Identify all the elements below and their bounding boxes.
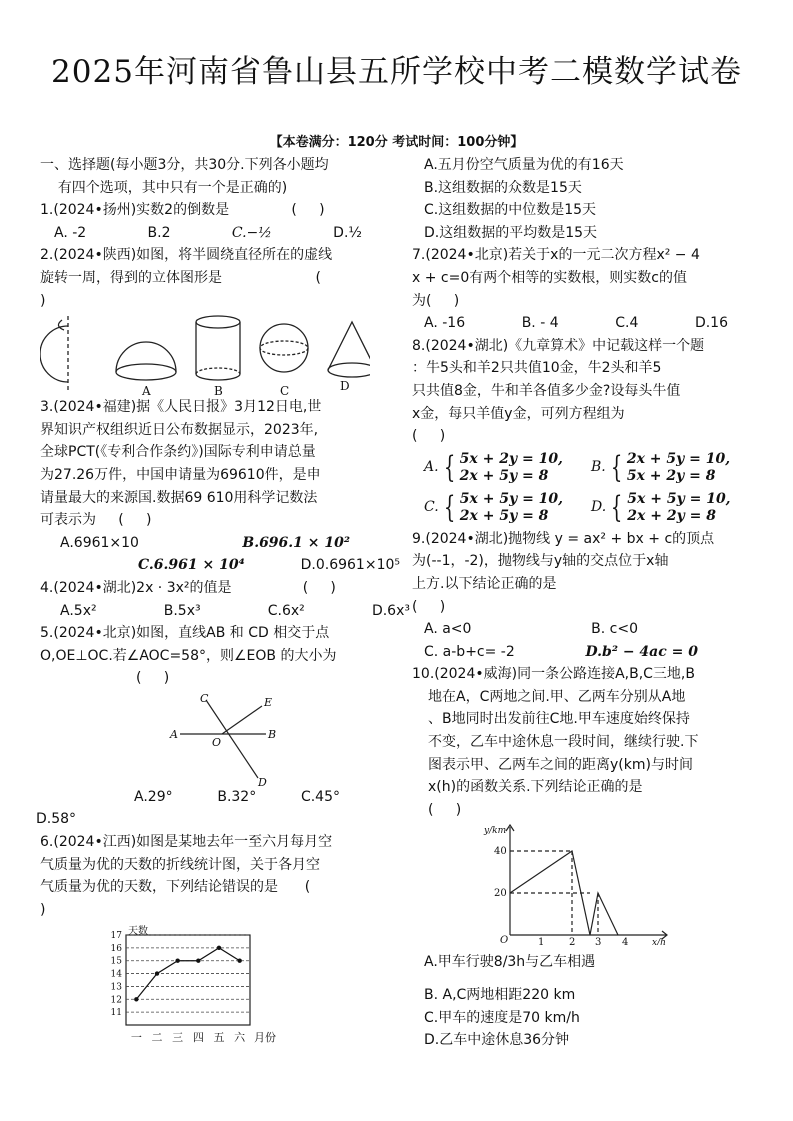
question-6-options [412,154,758,244]
option-a[interactable]: A. -2 [54,224,87,241]
option-d[interactable]: D.½ [333,224,362,241]
option-b[interactable]: B.32° [217,788,257,805]
svg-text:1: 1 [538,937,545,946]
option-d[interactable]: D.0.6961×10⁵ [300,557,400,574]
option-a[interactable]: A.五月份空气质量为优的有16天 [424,157,624,173]
option-d[interactable]: D.b² − 4ac = 0 [585,643,698,660]
question-5: 5.(2024•北京)如图，直线AB 和 CD 相交于点 O,OE⊥OC.若∠AOC=58°，则∠EOB 的大小为 ( ) C E A O B D A.29° B.32° C.45° D.58° [40,622,410,831]
question-3: 3.(2024•福建)据《人民日报》3月12日电,世 界知识产权组织近日公布数据显示，2023年, 全球PCT(《专利合作条约》)国际专利申请总量 为27.26万件，中国申请量为69610件，是申 请量最大的来源国.数据69 610用科学记数法 可表示为 ( ) A.6961×10 B.696.1 × 10² C.6.961 × 10⁴ D.0.6961×10⁵ [40,396,410,577]
option-a[interactable]: A. a<0 [424,621,472,638]
svg-text:D: D [258,775,267,786]
svg-text:2: 2 [569,937,576,946]
label-d: D [340,379,350,394]
option-b[interactable]: B.这组数据的众数是15天 [424,179,582,196]
x-tick-label: 五 [213,1031,225,1045]
option-a[interactable]: A.6961×10 [60,534,139,551]
page-title: 2025年河南省鲁山县五所学校中考二模数学试卷 [51,54,742,90]
x-tick-label: 六 [234,1031,246,1045]
option-b[interactable]: B. c<0 [591,621,638,638]
option-c[interactable]: C.这组数据的中位数是15天 [424,202,597,219]
option-a[interactable]: A.29° [134,788,173,805]
question-stem: 1.(2024•扬州)实数2的倒数是 ( ) [40,202,325,219]
y-tick-label: 14 [110,970,122,981]
y-axis-label: 天数 [128,926,148,938]
option-c[interactable]: C.4 [615,315,639,332]
option-b[interactable]: B. A,C两地相距220 km [424,987,576,1004]
x-tick-label: 三 [172,1031,184,1045]
y-tick-label: 13 [110,982,122,993]
data-point [217,946,221,950]
y-tick-label: 12 [110,995,122,1006]
exam-info: 【本卷满分：120分 考试时间：100分钟】 [269,135,524,150]
section-heading: 一、选择题(每小题3分，共30分.下列各小题均 有四个选项，其中只有一个是正确的) [40,157,329,196]
option-b[interactable]: B. - 4 [521,315,559,332]
svg-text:B: B [268,727,277,741]
option-a[interactable]: A. { 5x + 2y = 10, 2x + 5y = 8 [424,449,563,485]
label-a: A [142,384,151,397]
question-8: 8.(2024•湖北)《九章算术》中记载这样一个题 ：牛5头和羊2只共值10金，牛2头和羊5 只共值8金，牛和羊各值多少金?设每头牛值 x金，每只羊值y金，可列方程组为 ( ) A. { 5x + 2y = 10, 2x + 5y = 8 B. { 2x + 5y = 10, 5x + 2y = 8 C. { 5x + 5y = 10, 2x + 5y = 8 D. { 5x + 5y = 10, 2x + 2y = 8 [412,335,758,528]
svg-text:4: 4 [622,937,629,946]
option-b[interactable]: B.5x³ [163,602,201,619]
svg-text:40: 40 [494,846,507,858]
x-tick-label: 一 [130,1031,142,1045]
option-d[interactable]: D.6x³ [371,602,410,619]
option-a[interactable]: A.甲车行驶8/3h与乙车相遇 [424,954,596,971]
option-c[interactable]: C.6.961 × 10⁴ [138,557,245,574]
y-tick-label: 17 [110,931,122,942]
svg-text:A: A [170,727,178,741]
option-b[interactable]: B.2 [147,224,171,241]
plot-frame [126,935,250,1025]
right-column [412,154,758,1052]
svg-text:x/h: x/h [652,938,666,946]
option-b[interactable]: B.696.1 × 10² [242,534,350,551]
option-a[interactable]: A. -16 [424,315,466,332]
option-d[interactable]: D. { 5x + 5y = 10, 2x + 2y = 8 [591,489,731,525]
option-b[interactable]: B. { 2x + 5y = 10, 5x + 2y = 8 [591,449,731,485]
data-point [134,998,138,1002]
label-c: C [280,384,290,397]
svg-text:E: E [264,695,273,709]
option-c[interactable]: C. a-b+c= -2 [424,643,515,660]
y-tick-label: 15 [110,957,122,968]
question-1 [40,199,410,244]
svg-text:O: O [500,935,509,946]
option-c[interactable]: C.−½ [231,224,272,241]
svg-text:C: C [200,693,209,705]
option-a[interactable]: A.5x² [60,602,97,619]
y-tick-label: 11 [110,1008,122,1019]
y-tick-label: 16 [110,944,122,955]
solids-figure [40,312,370,396]
svg-text:3: 3 [595,937,602,946]
option-c[interactable]: C. { 5x + 5y = 10, 2x + 5y = 8 [424,489,564,525]
x-tick-label: 四 [192,1031,204,1045]
option-d[interactable]: D.这组数据的平均数是15天 [424,224,598,241]
svg-text:20: 20 [494,888,507,900]
left-column [36,154,410,1045]
svg-text:O: O [212,735,222,749]
option-d[interactable]: D.58° [36,811,77,828]
option-c[interactable]: C.甲车的速度是70 km/h [424,1009,580,1026]
air-quality-line-chart [100,925,400,1045]
option-c[interactable]: C.45° [300,788,340,805]
svg-text:y/km: y/km [484,826,507,837]
label-b: B [214,384,223,397]
question-6: 6.(2024•江西)如图是某地去年一至六月每月空 气质量为优的天数的折线统计图，关于各月空 气质量为优的天数，下列结论错误的是 ( ) 11 12 13 14 15 16 17 天数 一 二 三 四 五 六 月份 [40,831,410,1045]
option-d[interactable]: D.乙车中途休息36分钟 [424,1032,570,1049]
x-axis-label: 月份 [254,1031,276,1045]
options [40,222,410,245]
data-point [196,959,200,963]
data-point [237,959,241,963]
question-9: 9.(2024•湖北)抛物线 y = ax² + bx + c的顶点 为(--1，-2)，抛物线与y轴的交点位于x轴 上方.以下结论正确的是 ( ) A. a<0 B. c<0 C. a-b+c= -2 D.b² − 4ac = 0 [412,528,758,664]
question-7: 7.(2024•北京)若关于x的一元二次方程x² − 4 x + c=0有两个相等的实数根，则实数c的值 为( ) A. -16 B. - 4 C.4 D.16 [412,244,758,334]
option-c[interactable]: C.6x² [267,602,305,619]
question-10: 10.(2024•威海)同一条公路连接A,B,C三地,B 地在A，C两地之间.甲、乙两车分别从A地 、B地同时出发前往C地.甲车速度始终保持 不变，乙车中途休息一段时间，继续行驶.下 图表示甲、乙两车之间的距离y(km)与时间 x(h)的函数关系.下列结论正确的是 ( ) y/km x/h O 20 40 1 2 3 4 A.甲车行驶8/3h与乙车相遇 B. A,C两地相距220 km C.甲车的速度是70 km/h D.乙车中途休息36分钟 [412,663,758,1052]
distance-time-graph [482,821,682,945]
option-d[interactable]: D.16 [694,315,728,332]
question-4: 4.(2024•湖北)2x · 3x²的值是 ( ) A.5x² B.5x³ C.6x² D.6x³ [40,577,410,622]
x-tick-label: 二 [151,1031,163,1045]
question-2: 2.(2024•陕西)如图，将半圆绕直径所在的虚线 旋转一周，得到的立体图形是 ( ) A B C D [40,244,410,396]
data-point [155,972,159,976]
data-point [175,959,179,963]
intersecting-lines-figure [40,694,410,786]
